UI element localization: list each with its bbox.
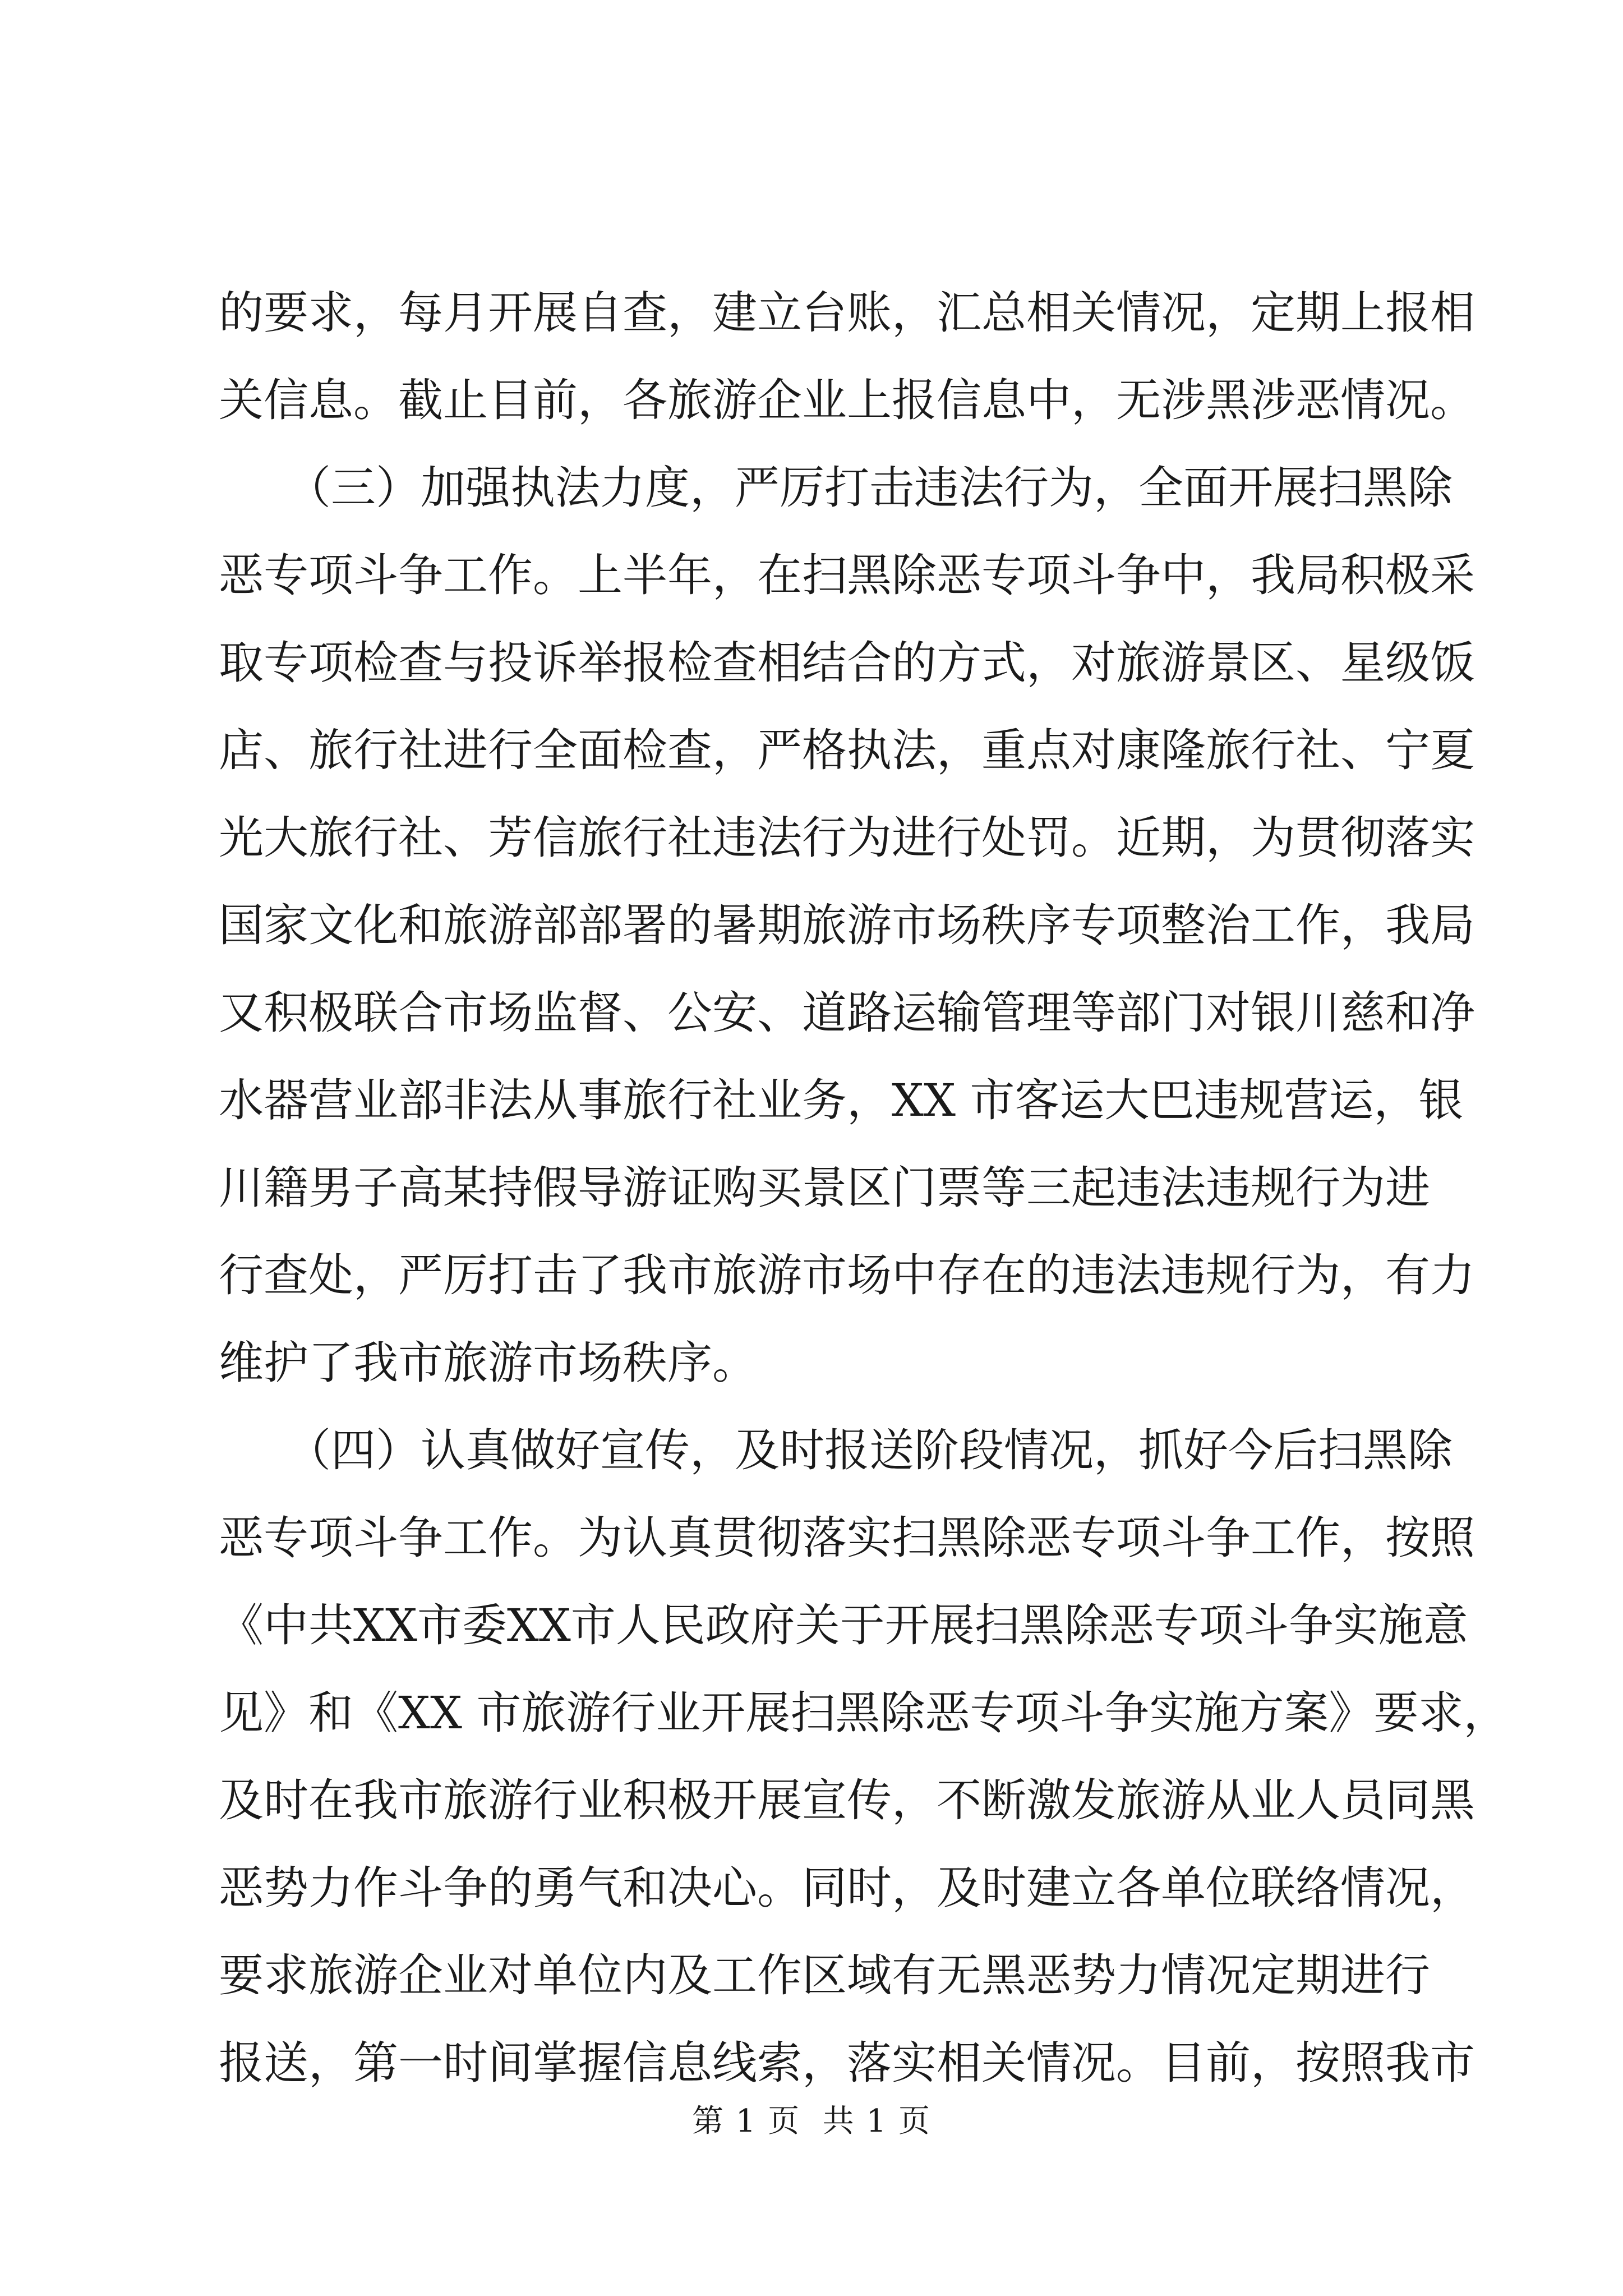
text-line: 及时在我市旅游行业积极开展宣传，不断激发旅游从业人员同黑 <box>219 1774 1475 1826</box>
text-line: 取专项检查与投诉举报检查相结合的方式，对旅游景区、星级饭 <box>219 637 1475 689</box>
text-line: 维护了我市旅游市场秩序。 <box>219 1337 757 1389</box>
text-line: 又积极联合市场监督、公安、道路运输管理等部门对银川慈和净 <box>219 987 1475 1039</box>
text-line: 国家文化和旅游部部署的暑期旅游市场秩序专项整治工作，我局 <box>219 899 1475 951</box>
text-line: 行查处，严厉打击了我市旅游市场中存在的违法违规行为，有力 <box>219 1249 1475 1301</box>
text-line: 恶专项斗争工作。为认真贯彻落实扫黑除恶专项斗争工作，按照 <box>219 1512 1475 1564</box>
text-line: 报送，第一时间掌握信息线索，落实相关情况。目前，按照我市 <box>219 2037 1475 2089</box>
page-footer: 第 1 页 共 1 页 <box>691 2103 932 2139</box>
text-line: （三）加强执法力度，严厉打击违法行为，全面开展扫黑除 <box>219 462 1453 514</box>
text-line: 见》和《XX 市旅游行业开展扫黑除恶专项斗争实施方案》要求， <box>219 1687 1509 1739</box>
text-line: （四）认真做好宣传，及时报送阶段情况，抓好今后扫黑除 <box>219 1424 1453 1476</box>
text-line: 要求旅游企业对单位内及工作区域有无黑恶势力情况定期进行 <box>219 1949 1430 2001</box>
text-line: 恶专项斗争工作。上半年，在扫黑除恶专项斗争中，我局积极采 <box>219 549 1475 601</box>
text-line: 川籍男子高某持假导游证购买景区门票等三起违法违规行为进 <box>219 1162 1430 1214</box>
text-line: 关信息。截止目前，各旅游企业上报信息中，无涉黑涉恶情况。 <box>219 374 1475 426</box>
text-line: 光大旅行社、芳信旅行社违法行为进行处罚。近期，为贯彻落实 <box>219 812 1475 864</box>
text-line: 恶势力作斗争的勇气和决心。同时，及时建立各单位联络情况， <box>219 1862 1475 1914</box>
document-body <box>219 269 1509 2107</box>
text-line: 店、旅行社进行全面检查，严格执法，重点对康隆旅行社、宁夏 <box>219 724 1475 776</box>
text-line: 《中共XX市委XX市人民政府关于开展扫黑除恶专项斗争实施意 <box>219 1599 1468 1651</box>
text-line: 的要求，每月开展自查，建立台账，汇总相关情况，定期上报相 <box>219 287 1475 339</box>
text-line: 水器营业部非法从事旅行社业务，XX 市客运大巴违规营运，银 <box>219 1074 1464 1126</box>
